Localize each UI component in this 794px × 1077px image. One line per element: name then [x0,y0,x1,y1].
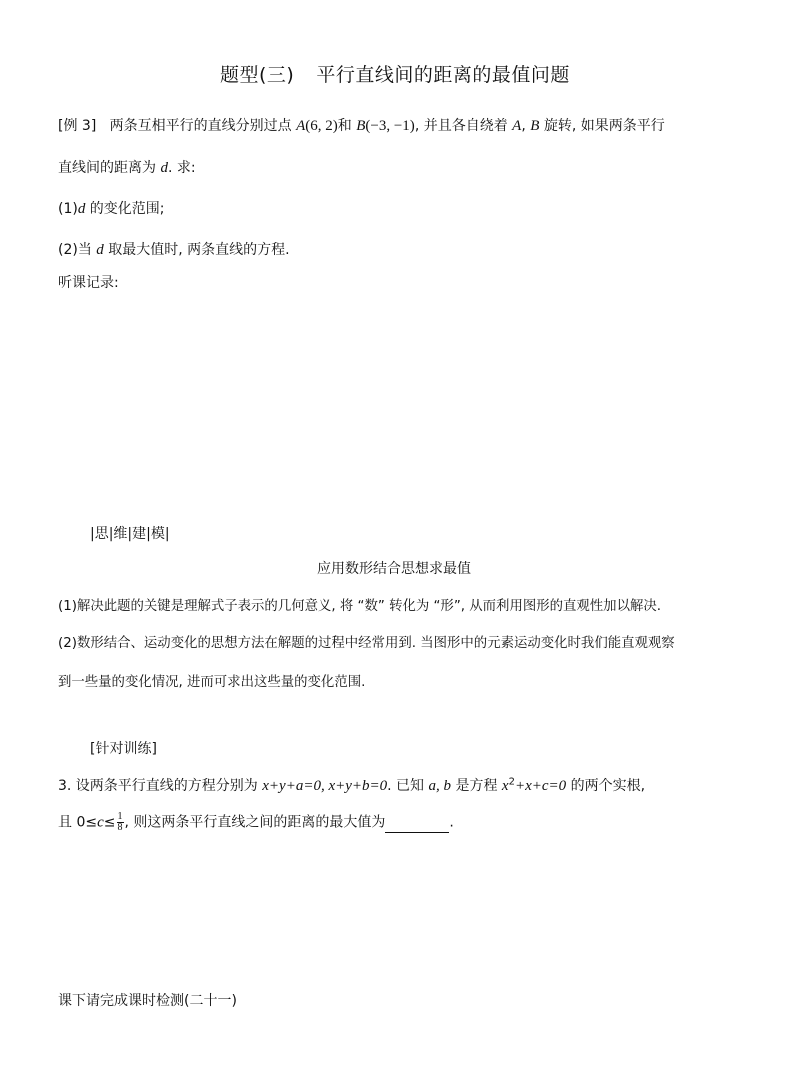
q3-var-c: c [97,814,104,831]
example-stem-2b: . 求: [167,160,196,176]
q3-end: . [449,814,454,831]
example-stem-1a: 两条互相平行的直线分别过点 [109,118,297,134]
q3-text-f: , 则这两条平行直线之间的距离的最大值为 [124,814,386,831]
training-heading: [针对训练] [90,741,157,757]
q3-answer-blank[interactable] [385,818,449,833]
q2-var: d [96,242,104,258]
q3-eq-exponent: 2 [508,776,515,788]
q3-le-sign: ≤ [103,814,116,831]
q3-line-equations: x+y+a=0, x+y+b=0 [262,778,388,794]
q1-number: (1) [58,201,78,217]
q3-vars-ab: a, b [428,778,451,794]
q3-text-e: 且 0≤ [58,814,98,831]
q3-fraction [117,812,124,833]
point-a-coords: (6, 2) [305,118,338,134]
q1-var: d [77,201,86,217]
q3-eq-x: x [501,778,509,794]
var-d: d [160,160,168,176]
q1-text: 的变化范围; [85,201,165,217]
q3-text-c: 是方程 [451,778,502,794]
point-b-coords: (−3, −1) [365,118,415,134]
example-and: 和 [337,118,357,134]
modeling-subtitle: 应用数形结合思想求最值 [317,561,471,577]
footer-note: 课下请完成课时检测(二十一) [58,993,237,1009]
example-stem-2a: 直线间的距离为 [58,160,161,176]
modeling-heading: |思|维|建|模| [90,526,170,542]
example-stem-1b: , 并且各自绕着 [414,118,513,134]
question-1 [58,202,165,217]
notes-label: 听课记录: [58,275,119,291]
example-line-2 [58,161,196,176]
modeling-point-2-line-2: 到一些量的变化情况, 进而可求出这些量的变化范围. [58,675,366,690]
training-question-3-line-2 [58,812,454,833]
section-title-prefix: 题型(三) [220,64,295,86]
example-comma: , [521,118,531,134]
q3-frac-numerator: 1 [117,811,123,822]
var-b: B [530,118,540,134]
training-question-3-line-1 [58,776,646,794]
q2-number: (2)当 [58,242,97,258]
point-b: B [356,118,366,134]
point-a: A [296,118,306,134]
var-a: A [512,118,522,134]
example-stem-1c: 旋转, 如果两条平行 [539,118,665,134]
example-label: [例 3] [58,118,97,134]
section-title-main: 平行直线间的距离的最值问题 [316,64,570,86]
q3-frac-denominator: 8 [117,822,123,833]
q3-text-a: 3. 设两条平行直线的方程分别为 [58,778,263,794]
q3-eq-rest: +x+c=0 [514,778,567,794]
example-line-1 [58,119,665,134]
q3-text-d: 的两个实根, [566,778,646,794]
section-title [220,66,570,85]
question-2 [58,243,290,258]
modeling-point-2-line-1: (2)数形结合、运动变化的思想方法在解题的过程中经常用到. 当图形中的元素运动变化时我们能直观观察 [58,636,675,651]
modeling-point-1: (1)解决此题的关键是理解式子表示的几何意义, 将 “数” 转化为 “形”, 从而利用图形的直观性加以解决. [58,599,662,614]
q3-text-b: . 已知 [387,778,429,794]
q2-text: 取最大值时, 两条直线的方程. [103,242,290,258]
